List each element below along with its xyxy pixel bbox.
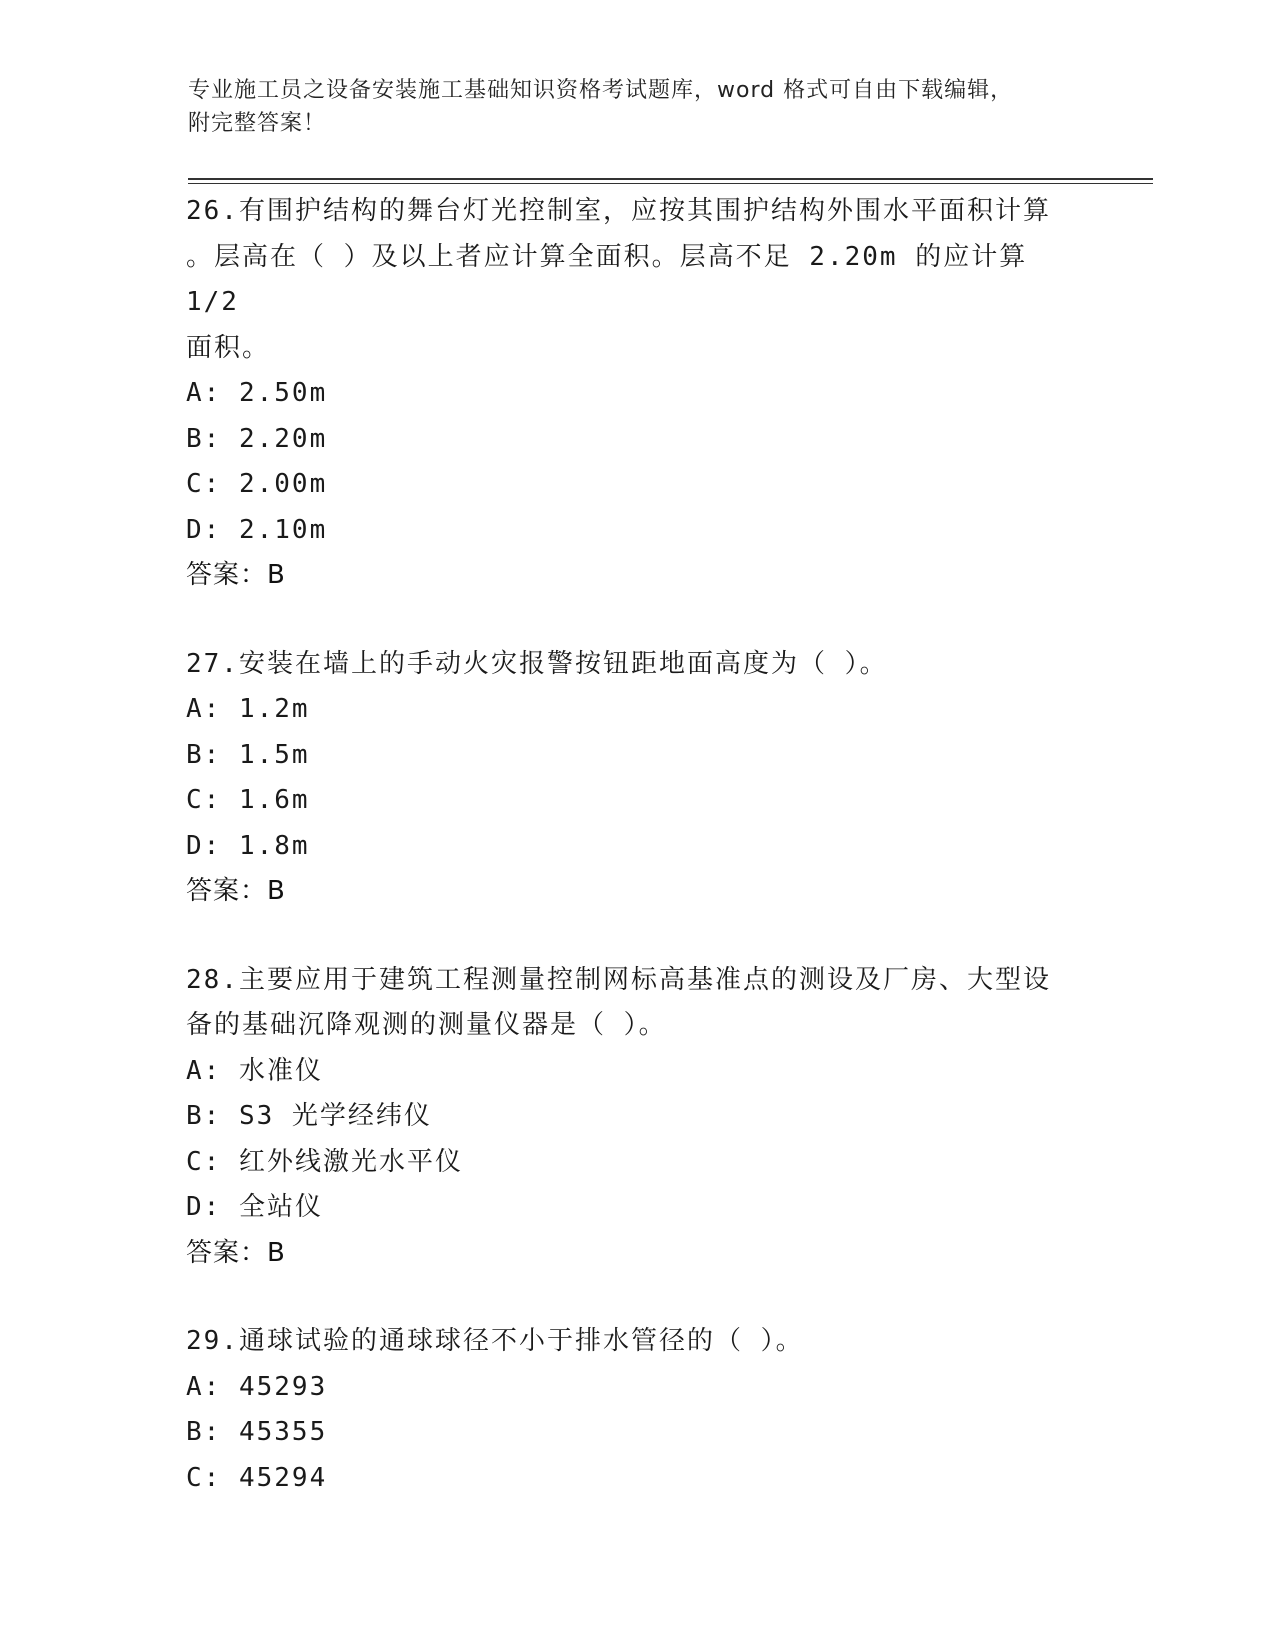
option-b: B: 45355 <box>186 1417 328 1447</box>
option-d: D: 全站仪 <box>186 1192 323 1222</box>
question-stem-line: 26.有围护结构的舞台灯光控制室，应按其围护结构外围水平面积计算 <box>186 196 1051 226</box>
option-b: B: S3 光学经纬仪 <box>186 1101 432 1131</box>
answer-label: 答案：B <box>186 560 286 590</box>
option-d: D: 1.8m <box>186 830 310 861</box>
header-line-1: 专业施工员之设备安装施工基础知识资格考试题库，word 格式可自由下载编辑， <box>188 78 1014 103</box>
header-divider-thick <box>188 178 1153 180</box>
option-a: A: 1.2m <box>186 694 310 724</box>
question-stem-line: 面积。 <box>186 332 271 363</box>
option-b: B: 2.20m <box>186 423 328 454</box>
answer-label: 答案：B <box>186 1237 286 1268</box>
question-stem-line: 28.主要应用于建筑工程测量控制网标高基准点的测设及厂房、大型设 <box>186 964 1051 995</box>
option-d: D: 2.10m <box>186 514 328 545</box>
option-b: B: 1.5m <box>186 739 310 770</box>
option-a: A: 2.50m <box>186 378 328 408</box>
option-a: A: 45293 <box>186 1371 328 1402</box>
option-c: C: 1.6m <box>186 785 310 815</box>
header-line-2: 附完整答案！ <box>188 111 327 136</box>
question-stem-line: 。层高在（ ）及以上者应计算全面积。层高不足 2.20m 的应计算 1/2 <box>186 241 1045 317</box>
question-stem-line: 备的基础沉降观测的测量仪器是（ ）。 <box>186 1010 667 1040</box>
question-list <box>186 189 1086 1544</box>
header-divider-thin <box>188 183 1153 184</box>
answer-label: 答案：B <box>186 876 286 906</box>
option-c: C: 2.00m <box>186 469 328 499</box>
document-header <box>188 74 1068 140</box>
question-stem-line: 27.安装在墙上的手动火灾报警按钮距地面高度为（ ）。 <box>186 648 888 679</box>
question-27 <box>186 642 1086 915</box>
question-28 <box>186 958 1086 1277</box>
option-c: C: 45294 <box>186 1462 328 1493</box>
option-c: C: 红外线激光水平仪 <box>186 1146 463 1177</box>
option-a: A: 水准仪 <box>186 1055 323 1086</box>
question-26 <box>186 189 1086 599</box>
question-29 <box>186 1319 1086 1501</box>
question-stem-line: 29.通球试验的通球球径不小于排水管径的（ ）。 <box>186 1326 804 1356</box>
